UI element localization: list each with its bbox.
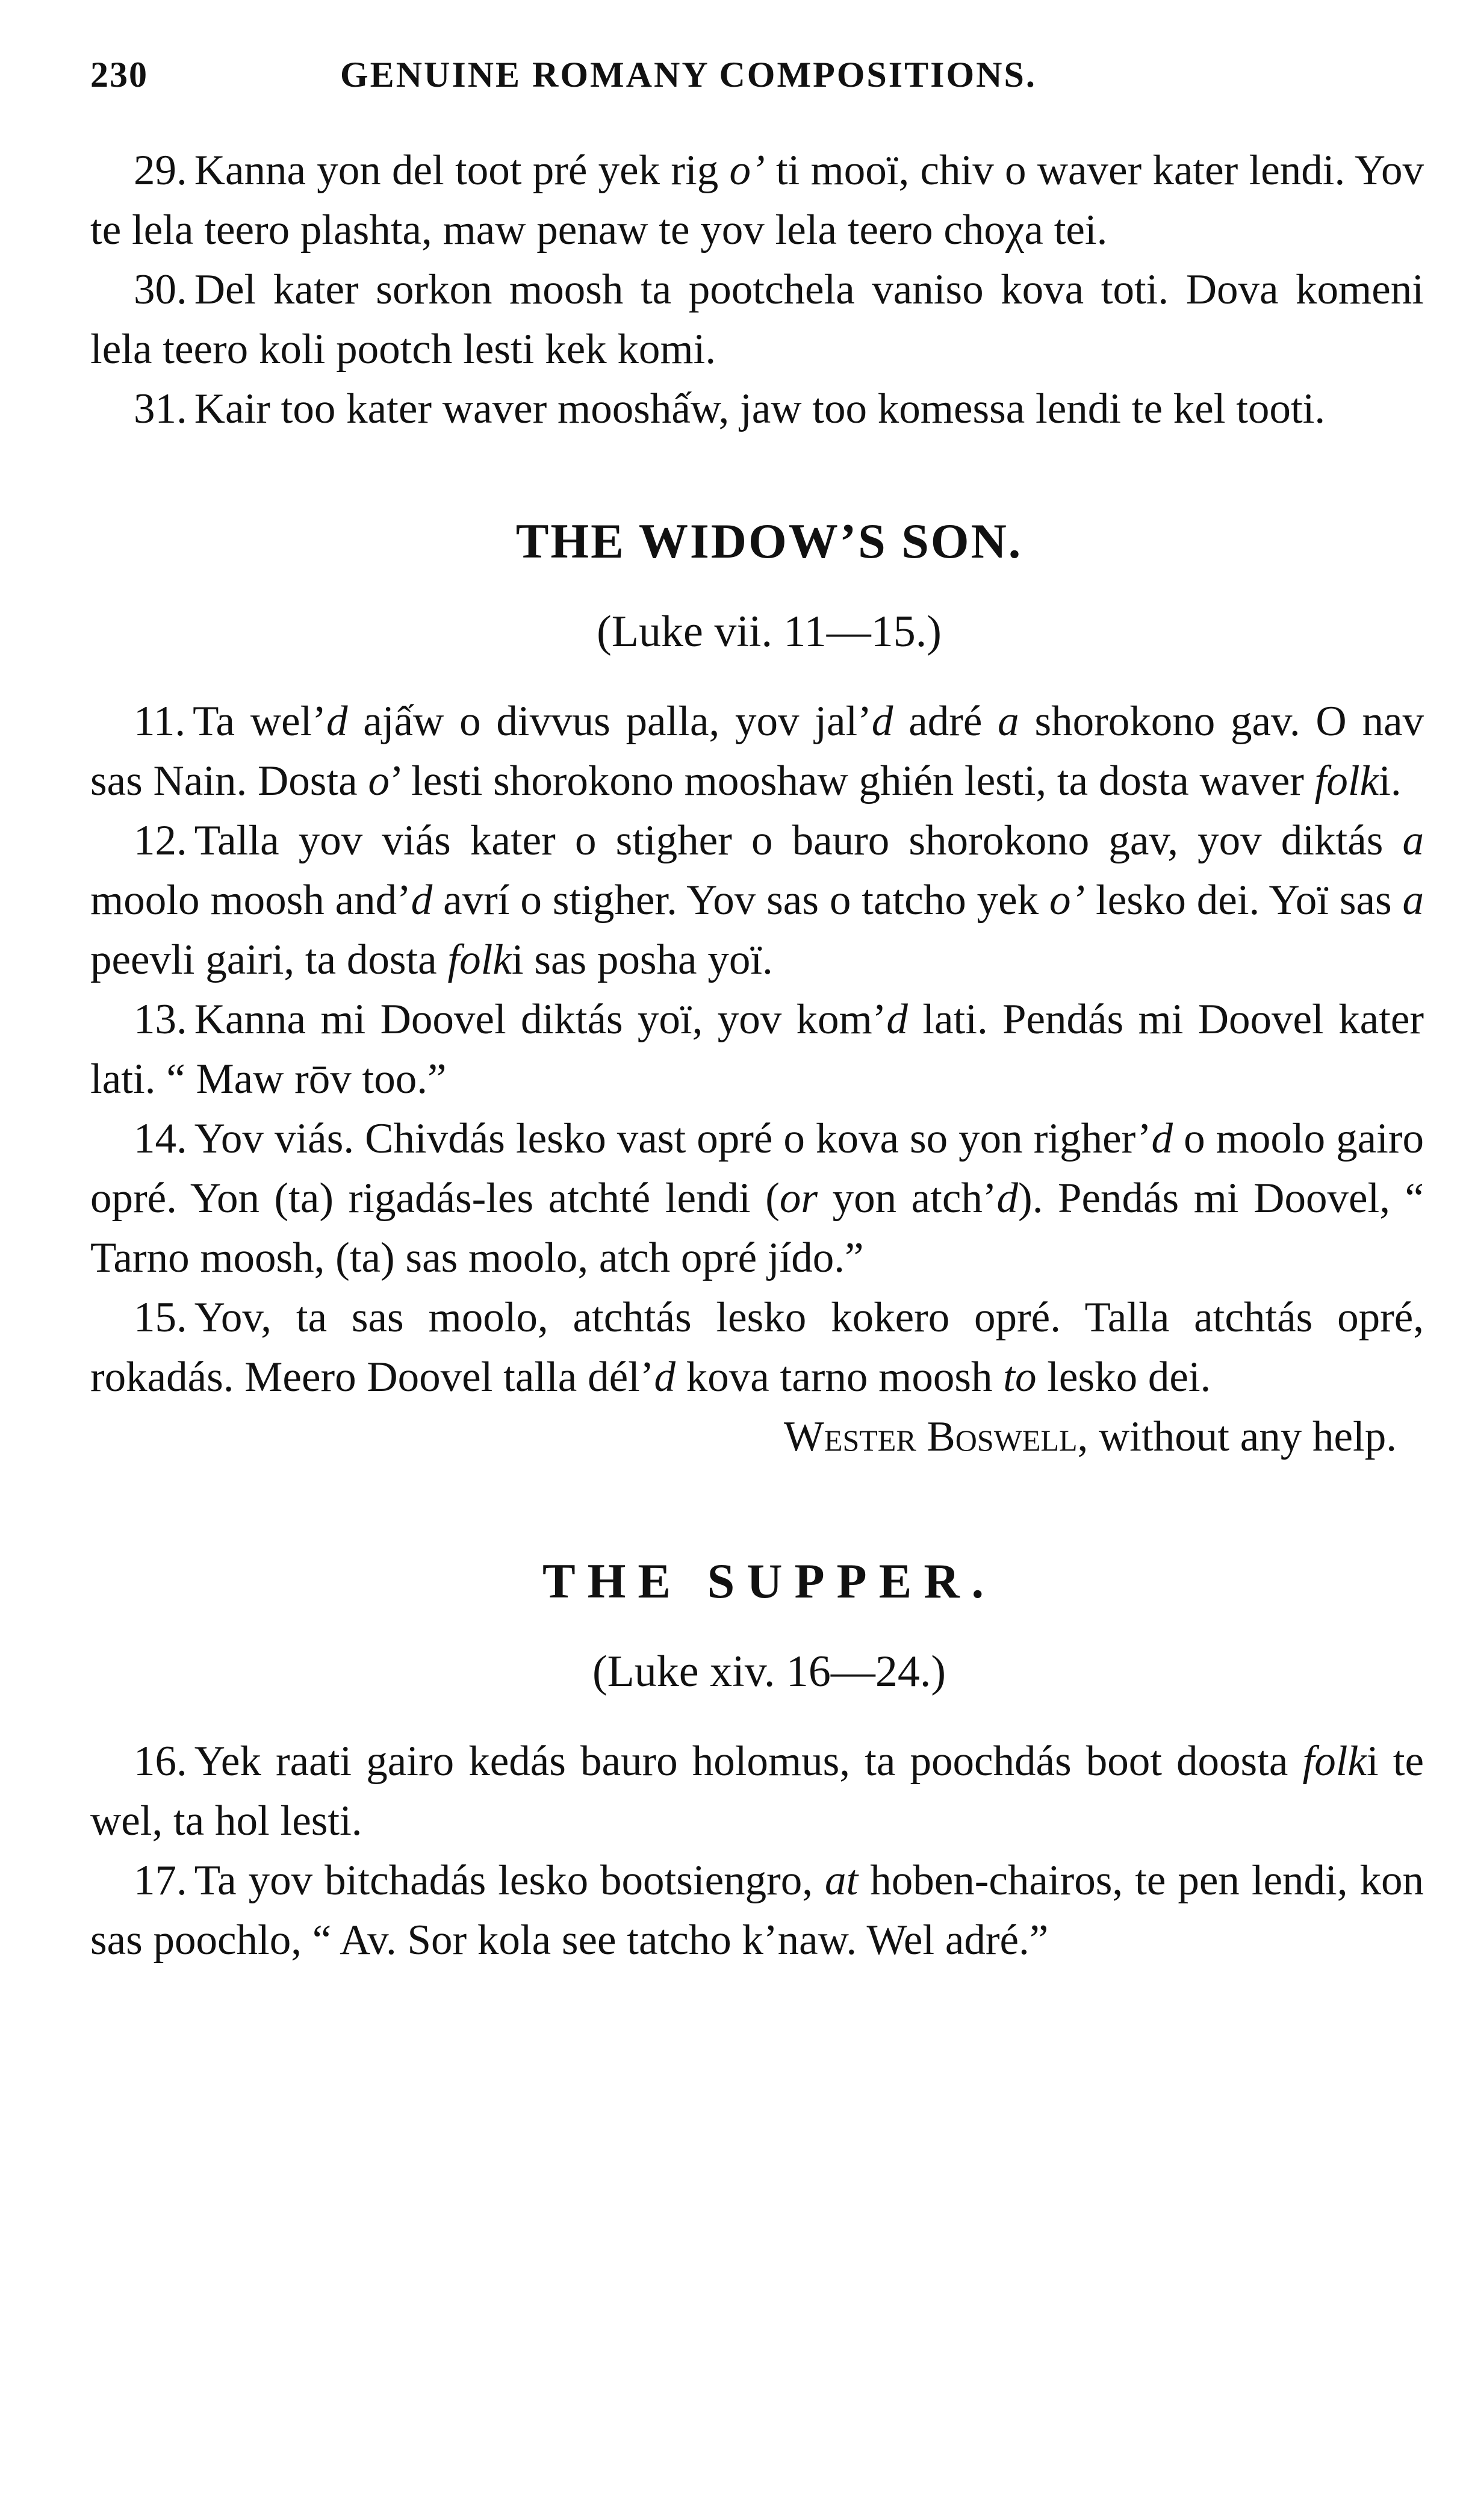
verse-number: 12.	[134, 817, 187, 864]
verse-text: lati. Pendás mi Doovel kater lati. “ Maw rōv too.”	[90, 996, 1424, 1103]
italic-text: d	[326, 698, 348, 745]
verse-number: 11.	[134, 698, 186, 745]
italic-text: a	[1402, 877, 1424, 924]
verse-text: ). Pendás mi Doovel, “ Tarno moosh, (ta) sas moolo, atch opré jído.”	[90, 1175, 1424, 1281]
verse-paragraph	[90, 1288, 1424, 1407]
verse-number: 14.	[134, 1115, 187, 1162]
italic-text: d	[871, 698, 893, 745]
verse-text: moolo moosh and’	[90, 877, 411, 924]
verse-text: Talla yov viás kater o stigher o bauro shorokono gav, yov diktás	[194, 817, 1403, 864]
verse-paragraph	[90, 990, 1424, 1109]
verse-text: i sas posha yoï.	[511, 936, 773, 983]
verse-text: peevli gairi, ta dosta	[90, 936, 448, 983]
verse-text: Yov viás. Chivdás lesko vast opré o kova so yon righer’	[194, 1115, 1152, 1162]
verse-paragraph	[90, 1732, 1424, 1851]
running-title: GENUINE ROMANY COMPOSITIONS.	[340, 55, 1037, 95]
italic-text: folk	[1314, 758, 1379, 804]
verse-number: 31.	[134, 385, 187, 432]
book-page	[90, 54, 1424, 1970]
verse-text: shorokono gav. O nav sas Nain. Dosta	[90, 698, 1424, 804]
widows-son-section	[90, 511, 1424, 1467]
italic-text: to	[1003, 1354, 1037, 1401]
page-number: 230	[90, 55, 148, 95]
verse-text: o moolo gairo opré. Yon (ta) rigadás-les atchté lendi (	[90, 1115, 1424, 1222]
verse-paragraph	[90, 692, 1424, 811]
running-head	[90, 54, 1424, 96]
verse-number: 30.	[134, 266, 187, 313]
italic-text: d	[1151, 1115, 1173, 1162]
verse-text: yon atch’	[818, 1175, 997, 1222]
verse-text: avrí o stigher. Yov sas o tatcho yek	[432, 877, 1049, 924]
attribution-name: Wester Boswell	[783, 1413, 1078, 1460]
verse-text: adré	[893, 698, 998, 745]
italic-text: folk	[1302, 1738, 1367, 1785]
italic-text: d	[654, 1354, 676, 1401]
verse-paragraph	[90, 811, 1424, 990]
verse-text: kova tarno moosh	[675, 1354, 1004, 1401]
verse-text: i te wel, ta hol lesti.	[90, 1738, 1424, 1844]
verse-paragraph	[90, 141, 1424, 260]
section-title: THE WIDOW’S SON.	[515, 514, 1023, 568]
verse-text: ’ lesti shorokono mooshaw ghién lesti, ta dosta waver	[389, 758, 1315, 804]
italic-text: folk	[447, 936, 512, 983]
attribution	[90, 1407, 1424, 1467]
italic-text: d	[411, 877, 433, 924]
attribution-note: , without any help.	[1077, 1413, 1397, 1460]
verse-number: 15.	[134, 1294, 187, 1341]
verse-text: lesko dei.	[1036, 1354, 1211, 1401]
verse-paragraph	[90, 379, 1424, 439]
verse-paragraph	[90, 1851, 1424, 1970]
verse-paragraph	[90, 1109, 1424, 1288]
verse-text: Kanna yon del toot pré yek rig	[194, 147, 730, 194]
italic-text: a	[998, 698, 1019, 745]
italic-text: or	[779, 1175, 818, 1222]
italic-text: d	[886, 996, 908, 1043]
italic-text: at	[825, 1857, 859, 1904]
italic-text: o’	[1049, 877, 1086, 924]
verse-text: Del kater sorkon moosh ta pootchela vaniso kova toti. Dova komeni lela teero koli pootch lesti kek komi.	[90, 266, 1424, 373]
previous-section	[90, 141, 1424, 439]
italic-text: o’	[729, 147, 765, 194]
verse-text: Yek raati gairo kedás bauro holomus, ta poochdás boot doosta	[194, 1738, 1303, 1785]
verse-text: ti mooï, chiv o waver kater lendi. Yov te lela teero plashta, maw penaw te yov lela teero choχa tei.	[90, 147, 1424, 254]
verse-paragraph	[90, 260, 1424, 379]
scripture-reference: (Luke vii. 11—15.)	[597, 607, 942, 656]
verse-text: Ta wel’	[193, 698, 326, 745]
verse-text: Kanna mi Doovel diktás yoï, yov kom’	[194, 996, 887, 1043]
italic-text: d	[996, 1175, 1019, 1222]
italic-text: a	[1402, 817, 1424, 864]
verse-text: Kair too kater waver mooshấw, jaw too komessa lendi te kel tooti.	[194, 385, 1326, 432]
verse-number: 16.	[134, 1738, 187, 1785]
supper-section	[90, 1551, 1424, 1970]
verse-text: hoben-chairos, te pen lendi, kon sas poochlo, “ Av. Sor kola see tatcho k’naw. Wel adré.”	[90, 1857, 1424, 1964]
scripture-reference: (Luke xiv. 16—24.)	[592, 1647, 946, 1696]
verse-text: ajấw o divvus palla, yov jal’	[347, 698, 872, 745]
verse-text: lesko dei. Yoï sas	[1085, 877, 1403, 924]
verse-text: Ta yov bitchadás lesko bootsiengro,	[194, 1857, 825, 1904]
verse-text: i.	[1379, 758, 1402, 804]
verse-text: Yov, ta sas moolo, atchtás lesko kokero opré. Talla atchtás opré, rokadás. Meero Doovel talla dél’	[90, 1294, 1424, 1401]
verse-number: 17.	[134, 1857, 187, 1904]
section-title: THE SUPPER.	[542, 1554, 996, 1608]
verse-number: 29.	[134, 147, 187, 194]
verse-number: 13.	[134, 996, 187, 1043]
italic-text: o	[368, 758, 390, 804]
